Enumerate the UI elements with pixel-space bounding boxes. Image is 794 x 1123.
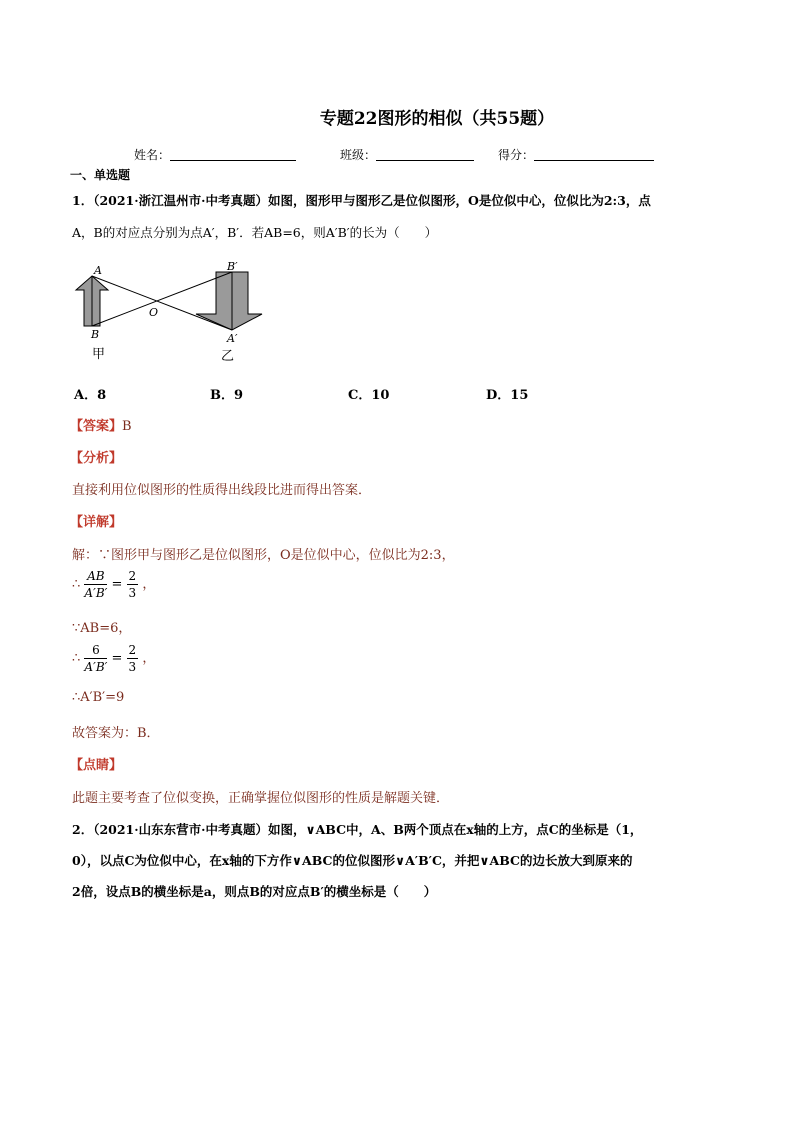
analysis-text: 直接利用位似图形的性质得出线段比进而得出答案． <box>72 483 372 498</box>
name-label: 姓名： <box>134 148 171 162</box>
score-label: 得分： <box>498 148 535 162</box>
answer-tag: 【答案】 <box>70 419 123 434</box>
section-heading: 一、单选题 <box>70 168 131 182</box>
class-label: 班级： <box>340 148 377 162</box>
fraction-ab-over-apbp: $\frac{AB}{A'B'}$ <box>84 569 108 600</box>
conclusion-text: 故答案为：B． <box>72 726 160 741</box>
q1-option-c[interactable]: C．10 <box>348 388 390 403</box>
q1-stem-line2: A，B的对应点分别为点A′，B′．若AB=6，则A′B′的长为（ ） <box>72 225 438 240</box>
label-yi: 乙 <box>221 349 235 364</box>
label-bprime: B′ <box>227 260 238 273</box>
page-title: 专题22图形的相似（共55题） <box>319 109 555 129</box>
detail-step-2: ∵AB=6， <box>72 621 132 636</box>
analysis-tag: 【分析】 <box>70 451 123 466</box>
q2-stem-line3: 2倍，设点B的横坐标是a，则点B的对应点B′的横坐标是（ ） <box>72 884 437 899</box>
score-field[interactable] <box>498 146 654 163</box>
q1-stem-line1: 1．（2021·浙江温州市·中考真题）如图，图形甲与图形乙是位似图形，O是位似中心，位似比为2:3，点 <box>72 193 651 208</box>
detail-step-4: ∴A′B′=9 <box>72 690 125 705</box>
q2-stem-line2: 0），以点C为位似中心，在x轴的下方作∨ABC的位似图形∨A′B′C，并把∨ABC的边长放大到原来的 <box>72 853 633 868</box>
label-b: B <box>91 328 100 341</box>
figure-yi-shape <box>196 272 262 330</box>
label-aprime: A′ <box>227 332 238 345</box>
line-a-aprime <box>92 276 232 330</box>
detail-line1: 解：∵图形甲与图形乙是位似图形，O是位似中心，位似比为2:3， <box>72 548 455 563</box>
score-blank[interactable] <box>534 148 654 161</box>
q1-option-a[interactable]: A．8 <box>74 388 107 403</box>
name-field[interactable] <box>134 146 296 163</box>
fraction-2-over-3: $\frac{2}{3}$ <box>128 569 137 600</box>
answer-value: B <box>122 419 132 434</box>
answer-row <box>70 415 132 434</box>
q1-figure <box>70 256 280 368</box>
q1-option-b[interactable]: B．9 <box>210 388 244 403</box>
label-o: O <box>149 306 159 319</box>
name-blank[interactable] <box>170 148 296 161</box>
comment-tag: 【点睛】 <box>70 758 123 773</box>
fraction-step-3: ∴ $\frac{6}{A'B'}$ = $\frac{2}{3}$ ， <box>72 643 156 674</box>
fraction-2-over-3-b: $\frac{2}{3}$ <box>128 643 137 674</box>
fraction-step-1: ∴ $\frac{AB}{A'B'}$ = $\frac{2}{3}$ ， <box>72 569 156 600</box>
q2-stem-line1: 2．（2021·山东东营市·中考真题）如图，∨ABC中，A、B两个顶点在x轴的上方，点C的坐标是（1， <box>72 822 643 837</box>
class-blank[interactable] <box>376 148 474 161</box>
q1-option-d[interactable]: D．15 <box>486 388 529 403</box>
detail-tag: 【详解】 <box>70 515 123 530</box>
fraction-6-over-apbp: $\frac{6}{A'B'}$ <box>84 643 108 674</box>
comment-text: 此题主要考查了位似变换，正确掌握位似图形的性质是解题关键． <box>72 791 450 806</box>
label-jia: 甲 <box>92 347 106 362</box>
class-field[interactable] <box>340 146 474 163</box>
label-a: A <box>94 264 102 277</box>
